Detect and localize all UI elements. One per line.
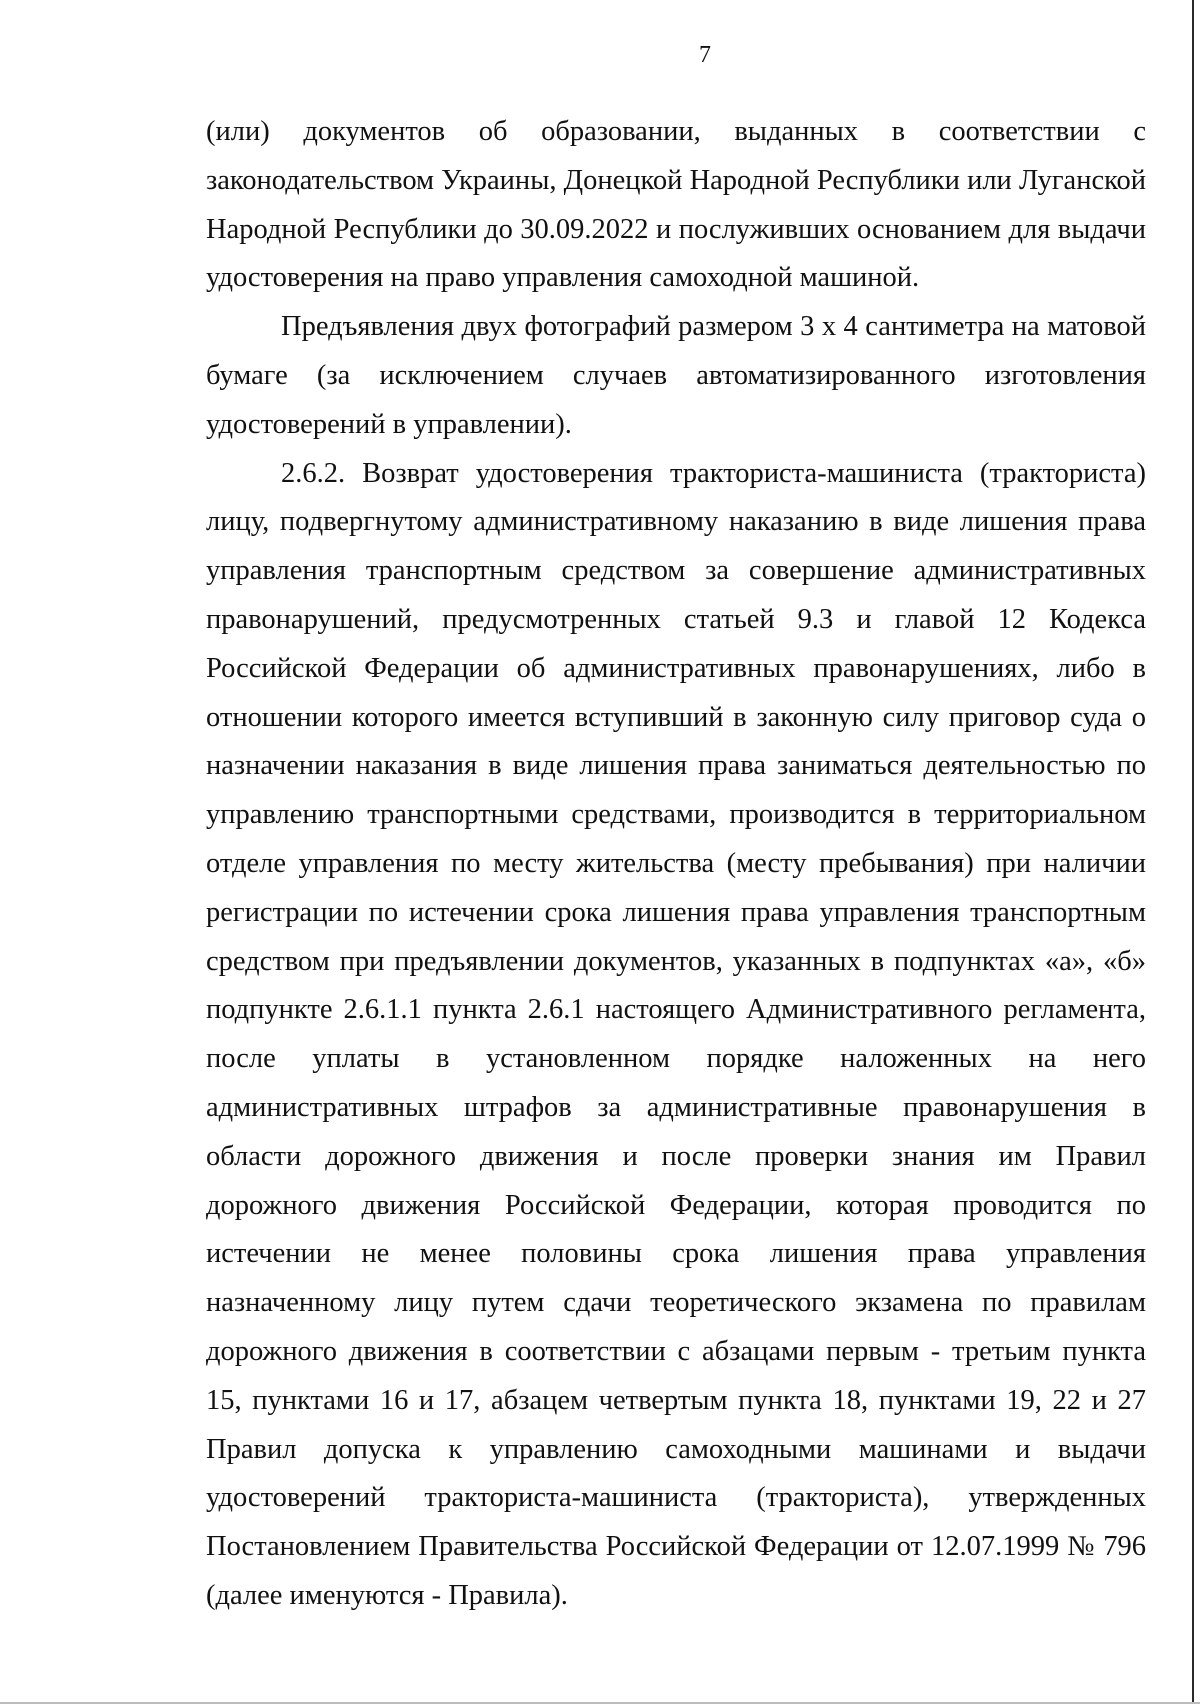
page-number: 7 xyxy=(699,42,711,68)
paragraph-2-6-2: 2.6.2. Возврат удостоверения тракториста-машиниста (тракториста) лицу, подвергнутому административному наказанию в виде лишения права управления транспортным средством за совершение административных правонарушений, предусмотренных статьей 9.3 и главой 12 Кодекса Российской Федерации об административных правонарушениях, либо в отношении которого имеется вступивший в законную силу приговор суда о назначении наказания в виде лишения права заниматься деятельностью по управлению транспортными средствами, производится в территориальном отделе управления по месту жительства (месту пребывания) при наличии регистрации по истечении срока лишения права управления транспортным средством при предъявлении документов, указанных в подпунктах «а», «б» подпункте 2.6.1.1 пункта 2.6.1 настоящего Административного регламента, после уплаты в установленном порядке наложенных на него административных штрафов за административные правонарушения в области дорожного движения и после проверки знания им Правил дорожного движения Российской Федерации, которая проводится по истечении не менее половины срока лишения права управления назначенному лицу путем сдачи теоретического экзамена по правилам дорожного движения в соответствии с абзацами первым - третьим пункта 15, пунктами 16 и 17, абзацем четвертым пункта 18, пунктами 19, 22 и 27 Правил допуска к управлению самоходными машинами и выдачи удостоверений тракториста-машиниста (тракториста), утвержденных Постановлением Правительства Российской Федерации от 12.07.1999 № 796 (далее именуются - Правила). xyxy=(206,457,1146,1611)
scan-edge-right xyxy=(1192,0,1194,1704)
paragraph-photographs: Предъявления двух фотографий размером 3 х 4 сантиметра на матовой бумаге (за исключением случаев автоматизированного изготовления удостоверений в управлении). xyxy=(206,311,1146,440)
document-body xyxy=(206,108,1146,1621)
paragraph-education-documents: (или) документов об образовании, выданных в соответствии с законодательством Украины, Донецкой Народной Республики или Луганской Народной Республики до 30.09.2022 и послуживших основанием для выдачи удостоверения на право управления самоходной машиной. xyxy=(206,116,1146,294)
